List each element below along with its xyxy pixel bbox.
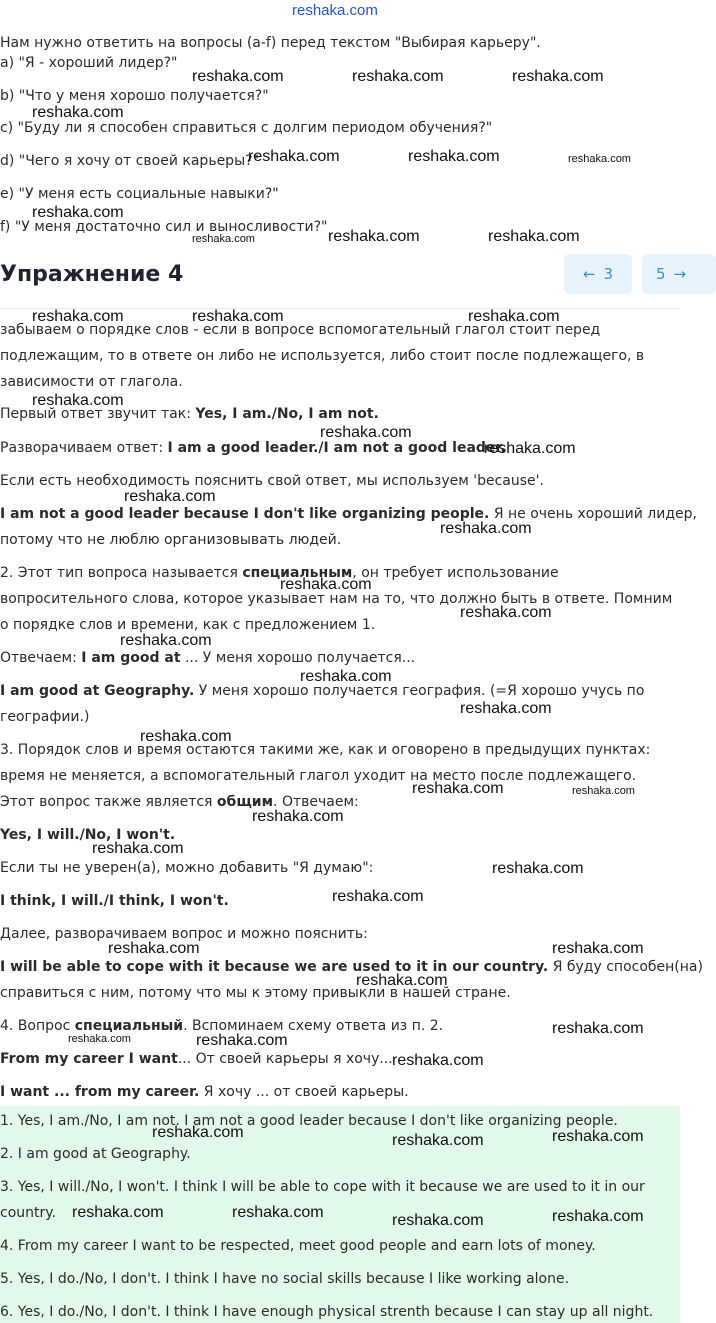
explanation-line: справиться с ним, потому что мы к этому привыкли в нашей стране.: [0, 985, 511, 1001]
answer-3: 3. Yes, I will./No, I won't. I think I will be able to cope with it because we are used to it in our: [0, 1179, 645, 1195]
watermark: reshaka.com: [392, 1052, 484, 1069]
watermark: reshaka.com: [72, 1204, 164, 1221]
answer-1: 1. Yes, I am./No, I am not. I am not a good leader because I don't like organizing people.: [0, 1113, 618, 1129]
watermark: reshaka.com: [192, 233, 255, 245]
watermark: reshaka.com: [124, 488, 216, 505]
watermark: reshaka.com: [392, 1132, 484, 1149]
site-header[interactable]: reshaka.com: [292, 2, 378, 19]
watermark: reshaka.com: [440, 520, 532, 537]
question-f: f) "У меня достаточно сил и выносливости?": [0, 219, 328, 235]
watermark: reshaka.com: [484, 440, 576, 457]
watermark: reshaka.com: [356, 972, 448, 989]
answer-5: 5. Yes, I do./No, I don't. I think I have no social skills because I like working alone.: [0, 1271, 570, 1287]
watermark: reshaka.com: [248, 148, 340, 165]
watermark: reshaka.com: [32, 204, 124, 221]
explanation-line: I think, I will./I think, I won't.: [0, 893, 229, 909]
watermark: reshaka.com: [332, 888, 424, 905]
explanation-line: подлежащим, то в ответе он либо не используется, либо стоит после подлежащего, в: [0, 348, 645, 364]
watermark: reshaka.com: [468, 308, 560, 325]
prev-exercise-label: 3: [603, 265, 614, 283]
watermark: reshaka.com: [92, 840, 184, 857]
explanation-line: I am not a good leader because I don't like organizing people. Я не очень хороший лидер,: [0, 506, 697, 522]
watermark: reshaka.com: [492, 860, 584, 877]
arrow-right-icon: →: [673, 265, 687, 283]
watermark: reshaka.com: [328, 228, 420, 245]
watermark: reshaka.com: [108, 940, 200, 957]
watermark: reshaka.com: [412, 780, 504, 797]
explanation-line: Если ты не уверен(а), можно добавить "Я думаю":: [0, 860, 374, 876]
explanation-line: 4. Вопрос специальный. Вспоминаем схему ответа из п. 2.: [0, 1018, 444, 1034]
explanation-line: географии.): [0, 709, 90, 725]
answer-6: 6. Yes, I do./No, I don't. I think I have enough physical strenth because I can stay up all night.: [0, 1304, 654, 1320]
watermark: reshaka.com: [460, 700, 552, 717]
watermark: reshaka.com: [320, 424, 412, 441]
watermark: reshaka.com: [352, 68, 444, 85]
watermark: reshaka.com: [408, 148, 500, 165]
explanation-line: 2. Этот тип вопроса называется специальным, он требует использование: [0, 565, 559, 581]
next-exercise-label: 5: [656, 265, 666, 283]
question-c: c) "Буду ли я способен справиться с долгим периодом обучения?": [0, 120, 493, 136]
watermark: reshaka.com: [32, 392, 124, 409]
watermark: reshaka.com: [512, 68, 604, 85]
watermark: reshaka.com: [152, 1124, 244, 1141]
explanation-line: о порядке слов и времени, как с предложением 1.: [0, 617, 376, 633]
watermark: reshaka.com: [552, 1020, 644, 1037]
explanation-line: Далее, разворачиваем вопрос и можно пояснить:: [0, 926, 368, 942]
explanation-line: 3. Порядок слов и время остаются такими же, как и оговорено в предыдущих пунктах:: [0, 742, 651, 758]
prev-exercise-button[interactable]: [564, 254, 632, 294]
explanation-line: I want ... from my career. Я хочу ... от своей карьеры.: [0, 1084, 409, 1100]
watermark: reshaka.com: [196, 1032, 288, 1049]
watermark: reshaka.com: [232, 1204, 324, 1221]
intro-heading: Нам нужно ответить на вопросы (a-f) перед текстом "Выбирая карьеру".: [0, 35, 541, 51]
watermark: reshaka.com: [32, 308, 124, 325]
explanation-line: Yes, I will./No, I won't.: [0, 827, 176, 843]
answer-4: 4. From my career I want to be respected, meet good people and earn lots of money.: [0, 1238, 596, 1254]
explanation-line: Первый ответ звучит так: Yes, I am./No, I am not.: [0, 406, 379, 422]
watermark: reshaka.com: [392, 1212, 484, 1229]
watermark: reshaka.com: [460, 604, 552, 621]
watermark: reshaka.com: [192, 68, 284, 85]
explanation-line: I am good at Geography. У меня хорошо получается география. (=Я хорошо учусь по: [0, 683, 645, 699]
watermark: reshaka.com: [488, 228, 580, 245]
explanation-line: время не меняется, а вспомогательный глагол уходит на место после подлежащего.: [0, 768, 637, 784]
exercise-title: Упражнение 4: [0, 262, 184, 287]
watermark: reshaka.com: [120, 632, 212, 649]
explanation-line: зависимости от глагола.: [0, 374, 183, 390]
explanation-line: Этот вопрос также является общим. Отвечаем:: [0, 794, 359, 810]
explanation-line: Если есть необходимость пояснить свой ответ, мы используем 'because'.: [0, 473, 544, 489]
explanation-line: забываем о порядке слов - если в вопросе вспомогательный глагол стоит перед: [0, 322, 601, 338]
question-b: b) "Что у меня хорошо получается?": [0, 88, 269, 104]
watermark: reshaka.com: [300, 668, 392, 685]
explanation-line: I will be able to cope with it because we are used to it in our country. Я буду способен(на): [0, 959, 703, 975]
answer-2: 2. I am good at Geography.: [0, 1146, 191, 1162]
watermark: reshaka.com: [280, 576, 372, 593]
question-a: a) "Я - хороший лидер?": [0, 55, 178, 71]
next-exercise-button[interactable]: [642, 254, 716, 294]
arrow-left-icon: ←: [582, 265, 596, 283]
explanation-line: Отвечаем: I am good at ... У меня хорошо получается...: [0, 650, 416, 666]
watermark: reshaka.com: [572, 785, 635, 797]
watermark: reshaka.com: [568, 153, 631, 165]
watermark: reshaka.com: [552, 940, 644, 957]
watermark: reshaka.com: [192, 308, 284, 325]
question-e: e) "У меня есть социальные навыки?": [0, 186, 279, 202]
watermark: reshaka.com: [140, 728, 232, 745]
question-d: d) "Чего я хочу от своей карьеры?": [0, 153, 259, 169]
answer-3-cont: country.: [0, 1205, 56, 1221]
explanation-line: вопросительного слова, которое указывает нам на то, что должно быть в ответе. Помним: [0, 591, 673, 607]
watermark: reshaka.com: [252, 808, 344, 825]
explanation-line: потому что не люблю организовывать людей.: [0, 532, 342, 548]
explanation-line: From my career I want... От своей карьеры я хочу...: [0, 1051, 393, 1067]
watermark: reshaka.com: [552, 1128, 644, 1145]
explanation-line: Разворачиваем ответ: I am a good leader./I am not a good leader.: [0, 440, 506, 456]
watermark: reshaka.com: [552, 1208, 644, 1225]
watermark: reshaka.com: [68, 1033, 131, 1045]
watermark: reshaka.com: [32, 104, 124, 121]
